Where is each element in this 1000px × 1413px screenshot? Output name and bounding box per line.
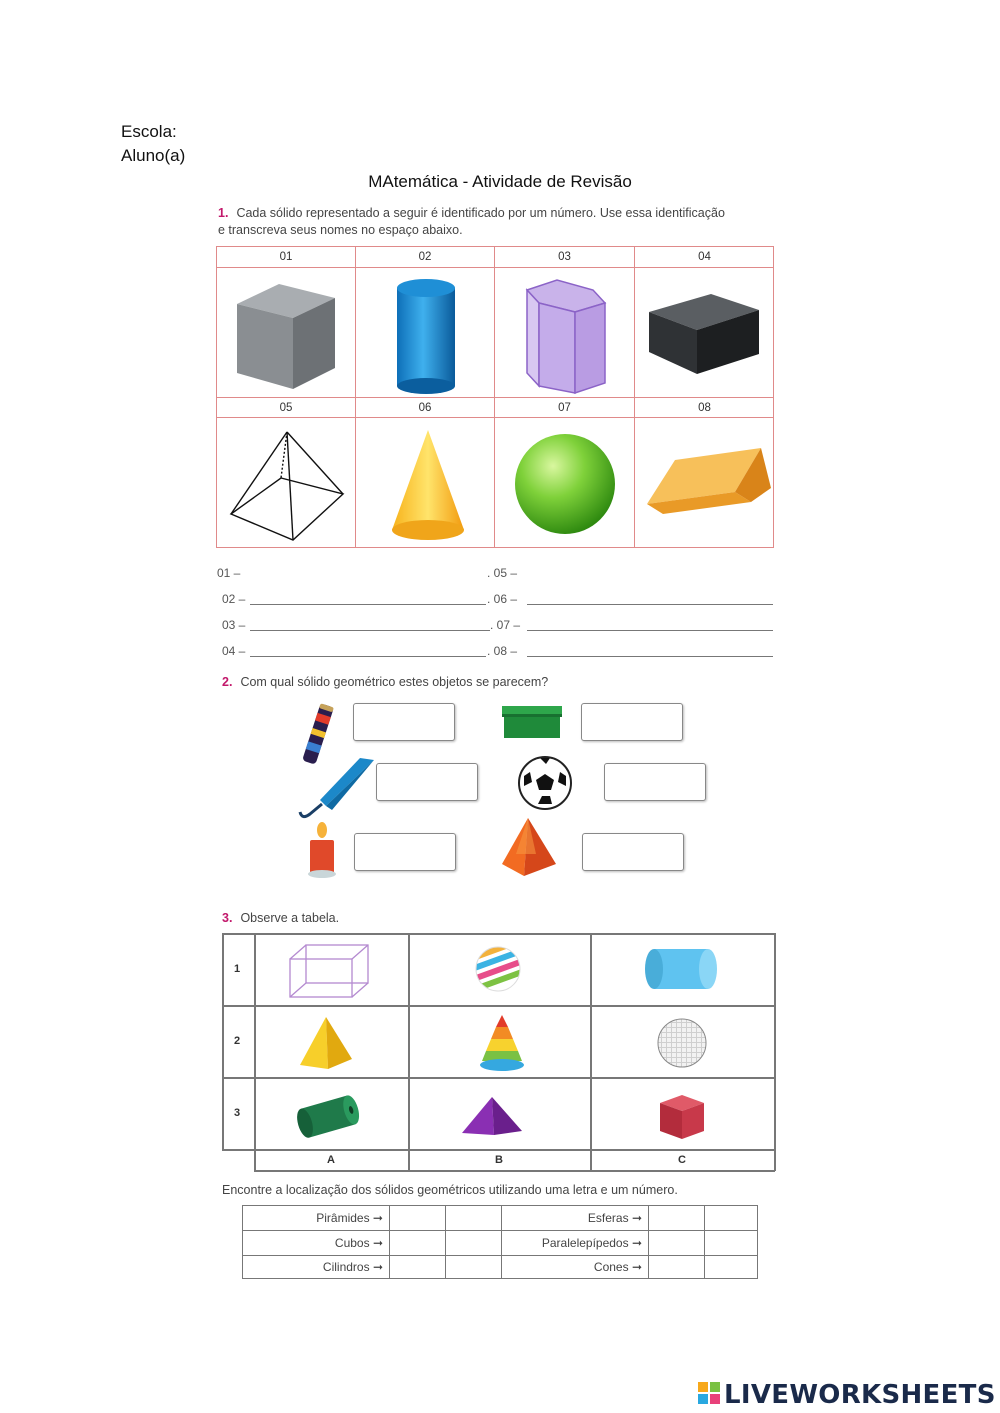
- answer-08-line[interactable]: [527, 656, 773, 657]
- solid-label-06: 06: [418, 402, 432, 414]
- page-title: MAtemática - Atividade de Revisão: [368, 172, 632, 191]
- cuboid-black-image: [635, 268, 774, 398]
- disco-ball-image: [652, 1013, 712, 1073]
- loc-label-piramides: Pirâmides ➞: [316, 1211, 383, 1225]
- solid-label-08: 08: [698, 402, 711, 414]
- q3-prompt: [222, 910, 339, 927]
- q2-number: 2.: [222, 675, 233, 689]
- loc-answer-cones-2[interactable]: [705, 1256, 758, 1279]
- answer-01-label: 01 –: [217, 566, 241, 580]
- striped-ball-image: [470, 943, 526, 997]
- row-label-3: 3: [234, 1107, 241, 1119]
- loc-label-esferas: Esferas ➞: [587, 1211, 642, 1225]
- answer-box-umbrella[interactable]: [376, 763, 478, 801]
- brand-name: LIVEWORKSHEETS: [724, 1380, 996, 1410]
- q3-text: Observe a tabela.: [240, 911, 340, 925]
- answer-box-candle[interactable]: [354, 833, 456, 871]
- solid-image-cell: [635, 418, 774, 548]
- grid-label-cell: [495, 398, 635, 418]
- q2-prompt: [222, 674, 548, 691]
- row-label-1: 1: [234, 963, 241, 975]
- solid-label-01: 01: [279, 251, 293, 263]
- row-label-2: 2: [234, 1035, 241, 1047]
- answer-box-green-box[interactable]: [581, 703, 683, 741]
- student-label: Aluno(a): [121, 146, 186, 165]
- grid-label-cell: [356, 398, 495, 418]
- pyramid-wire-image: [217, 418, 356, 548]
- grid-label-cell: [217, 247, 356, 268]
- table-line: [254, 1170, 775, 1172]
- yellow-pyramid-image: [294, 1013, 358, 1073]
- table-line: [222, 1005, 775, 1007]
- cone-yellow-image: [356, 418, 495, 548]
- solid-image-cell: [495, 268, 635, 398]
- solid-image-cell: [217, 418, 356, 548]
- answer-06-line[interactable]: [527, 604, 773, 605]
- grid-label-cell: [356, 247, 495, 268]
- table-line: [222, 1077, 775, 1079]
- solid-label-04: 04: [698, 251, 711, 263]
- answer-box-candy-tube[interactable]: [353, 703, 455, 741]
- q2-text: Com qual sólido geométrico estes objetos se parecem?: [240, 675, 549, 689]
- solid-label-05: 05: [279, 402, 293, 414]
- answer-05-label: . 05 –: [487, 566, 518, 580]
- answer-box-tent[interactable]: [582, 833, 684, 871]
- solid-image-cell: [356, 268, 495, 398]
- grid-label-cell: [635, 398, 774, 418]
- col-label-c: C: [678, 1154, 686, 1166]
- answer-05-line[interactable]: [522, 578, 772, 579]
- answer-04-label: 04 –: [222, 644, 246, 658]
- col-label-b: B: [495, 1154, 503, 1166]
- answer-07-label: . 07 –: [490, 618, 521, 632]
- q1-number: 1.: [218, 206, 229, 220]
- loc-answer-piramides-2[interactable]: [446, 1206, 501, 1230]
- loc-answer-cubos-2[interactable]: [446, 1231, 501, 1255]
- loc-answer-cilindros-1[interactable]: [390, 1256, 445, 1279]
- loc-label-cones: Cones ➞: [593, 1260, 642, 1274]
- tent-pyramid-image: [496, 814, 562, 880]
- prism-purple-image: [495, 268, 635, 398]
- solid-label-02: 02: [418, 251, 432, 263]
- answer-08-label: . 08 –: [487, 644, 518, 658]
- loc-label-cubos: Cubos ➞: [334, 1236, 383, 1250]
- red-cube-image: [652, 1087, 712, 1145]
- q1-text-line2: e transcreva seus nomes no espaço abaixo.: [218, 223, 463, 237]
- loc-answer-paralelepipedos-2[interactable]: [705, 1231, 758, 1255]
- solid-image-cell: [356, 418, 495, 548]
- answer-06-label: . 06 –: [487, 592, 518, 606]
- table-line: [222, 1149, 775, 1151]
- loc-label-paralelepipedos: Paralelepípedos ➞: [541, 1236, 642, 1250]
- solids-table: [222, 933, 775, 1171]
- table-line: [222, 933, 224, 1150]
- solids-grid: [216, 246, 774, 548]
- q3-number: 3.: [222, 911, 233, 925]
- table-line: [774, 933, 776, 1171]
- sphere-green-image: [495, 418, 635, 548]
- liveworksheets-logo-icon: [698, 1382, 720, 1404]
- loc-answer-esferas-1[interactable]: [649, 1206, 704, 1230]
- blue-cylinder-image: [640, 941, 720, 1001]
- table-line: [222, 933, 775, 935]
- triangular-prism-orange-image: [635, 418, 774, 548]
- col-label-a: A: [327, 1154, 335, 1166]
- table-line: [254, 933, 256, 1171]
- table-line: [590, 933, 592, 1171]
- green-cylinder-image: [292, 1087, 368, 1145]
- solid-label-03: 03: [558, 251, 571, 263]
- green-box-image: [500, 702, 564, 742]
- loc-answer-cones-1[interactable]: [649, 1256, 704, 1279]
- loc-answer-esferas-2[interactable]: [705, 1206, 758, 1230]
- table-line: [408, 933, 410, 1171]
- soccer-ball-image: [516, 754, 574, 812]
- grid-label-cell: [495, 247, 635, 268]
- loc-answer-piramides-1[interactable]: [390, 1206, 445, 1230]
- cylinder-blue-image: [356, 268, 495, 398]
- purple-pyramid-image: [458, 1093, 526, 1141]
- q3-instruction: Encontre a localização dos sólidos geométricos utilizando uma letra e um número.: [222, 1183, 678, 1197]
- answer-01-line[interactable]: [247, 578, 485, 579]
- school-label: Escola:: [121, 122, 177, 141]
- loc-label-cilindros: Cilindros ➞: [322, 1260, 383, 1274]
- answer-04-line[interactable]: [250, 656, 486, 657]
- candle-image: [300, 820, 344, 880]
- umbrella-image: [296, 756, 378, 820]
- answer-07-line[interactable]: [527, 630, 773, 631]
- cube-gray-image: [217, 268, 356, 398]
- loc-answer-paralelepipedos-1[interactable]: [649, 1231, 704, 1255]
- solid-label-07: 07: [558, 402, 571, 414]
- answer-02-line[interactable]: [250, 604, 486, 605]
- solid-image-cell: [635, 268, 774, 398]
- answer-box-soccer-ball[interactable]: [604, 763, 706, 801]
- answer-03-line[interactable]: [250, 630, 490, 631]
- q1-prompt: [218, 205, 788, 239]
- location-table: [242, 1205, 758, 1279]
- answer-03-label: 03 –: [222, 618, 246, 632]
- loc-answer-cilindros-2[interactable]: [446, 1256, 501, 1279]
- q1-text-line1: Cada sólido representado a seguir é identificado por um número. Use essa identificação: [236, 206, 725, 220]
- loc-answer-cubos-1[interactable]: [390, 1231, 445, 1255]
- grid-label-cell: [217, 398, 356, 418]
- wire-cuboid-image: [284, 941, 374, 1001]
- rainbow-cone-image: [472, 1011, 532, 1075]
- solid-image-cell: [495, 418, 635, 548]
- solid-image-cell: [217, 268, 356, 398]
- answer-02-label: 02 –: [222, 592, 246, 606]
- grid-label-cell: [635, 247, 774, 268]
